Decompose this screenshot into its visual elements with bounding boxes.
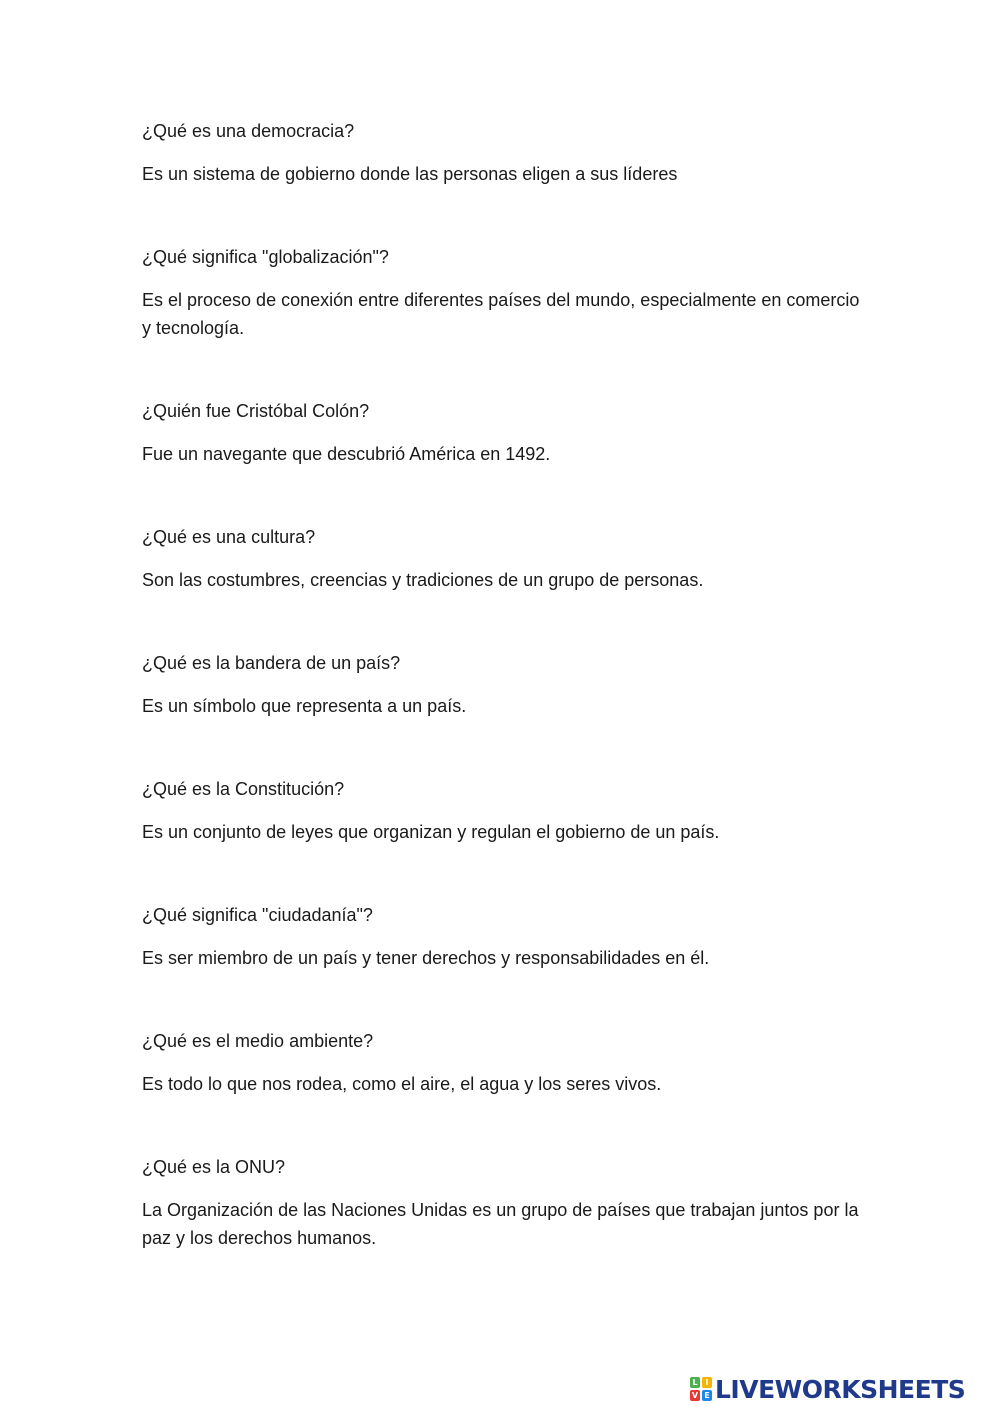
answer: Son las costumbres, creencias y tradiciones de un grupo de personas. bbox=[142, 570, 704, 590]
question: ¿Qué significa "globalización"? bbox=[142, 247, 389, 267]
logo-mark-letter: E bbox=[702, 1390, 712, 1401]
qa-item-constitucion bbox=[142, 776, 862, 902]
answer: Es un símbolo que representa a un país. bbox=[142, 696, 467, 716]
qa-item-bandera bbox=[142, 650, 862, 776]
qa-item-ciudadania bbox=[142, 902, 862, 1028]
logo-mark-letter: L bbox=[690, 1377, 700, 1388]
liveworksheets-logo-icon bbox=[690, 1377, 712, 1401]
answer: La Organización de las Naciones Unidas es un grupo de países que trabajan juntos por la paz y los derechos humanos. bbox=[142, 1200, 859, 1248]
answer: Fue un navegante que descubrió América en 1492. bbox=[142, 444, 551, 464]
qa-item-cultura bbox=[142, 524, 862, 650]
answer: Es ser miembro de un país y tener derechos y responsabilidades en él. bbox=[142, 948, 710, 968]
answer: Es todo lo que nos rodea, como el aire, el agua y los seres vivos. bbox=[142, 1074, 662, 1094]
logo-mark-letter: I bbox=[702, 1377, 712, 1388]
question: ¿Qué es una democracia? bbox=[142, 121, 355, 141]
question: ¿Qué significa "ciudadanía"? bbox=[142, 905, 373, 925]
question: ¿Qué es una cultura? bbox=[142, 527, 316, 547]
question: ¿Qué es la ONU? bbox=[142, 1157, 286, 1177]
qa-item-democracia bbox=[142, 118, 862, 244]
question: ¿Qué es la bandera de un país? bbox=[142, 653, 401, 673]
logo-mark-letter: V bbox=[691, 1391, 699, 1400]
qa-item-medio-ambiente bbox=[142, 1028, 862, 1154]
logo-text: LIVEWORKSHEETS bbox=[715, 1374, 966, 1404]
question: ¿Qué es el medio ambiente? bbox=[142, 1031, 374, 1051]
question: ¿Qué es la Constitución? bbox=[142, 779, 345, 799]
qa-item-colon bbox=[142, 398, 862, 524]
qa-item-globalizacion bbox=[142, 244, 862, 398]
answer: Es un sistema de gobierno donde las personas eligen a sus líderes bbox=[142, 164, 678, 184]
answer: Es un conjunto de leyes que organizan y regulan el gobierno de un país. bbox=[142, 822, 720, 842]
qa-item-onu bbox=[142, 1154, 862, 1308]
answer: Es el proceso de conexión entre diferentes países del mundo, especialmente en comercio y tecnología. bbox=[142, 290, 860, 338]
question: ¿Quién fue Cristóbal Colón? bbox=[142, 401, 370, 421]
qa-list bbox=[142, 118, 862, 1308]
liveworksheets-logo bbox=[690, 1374, 965, 1404]
